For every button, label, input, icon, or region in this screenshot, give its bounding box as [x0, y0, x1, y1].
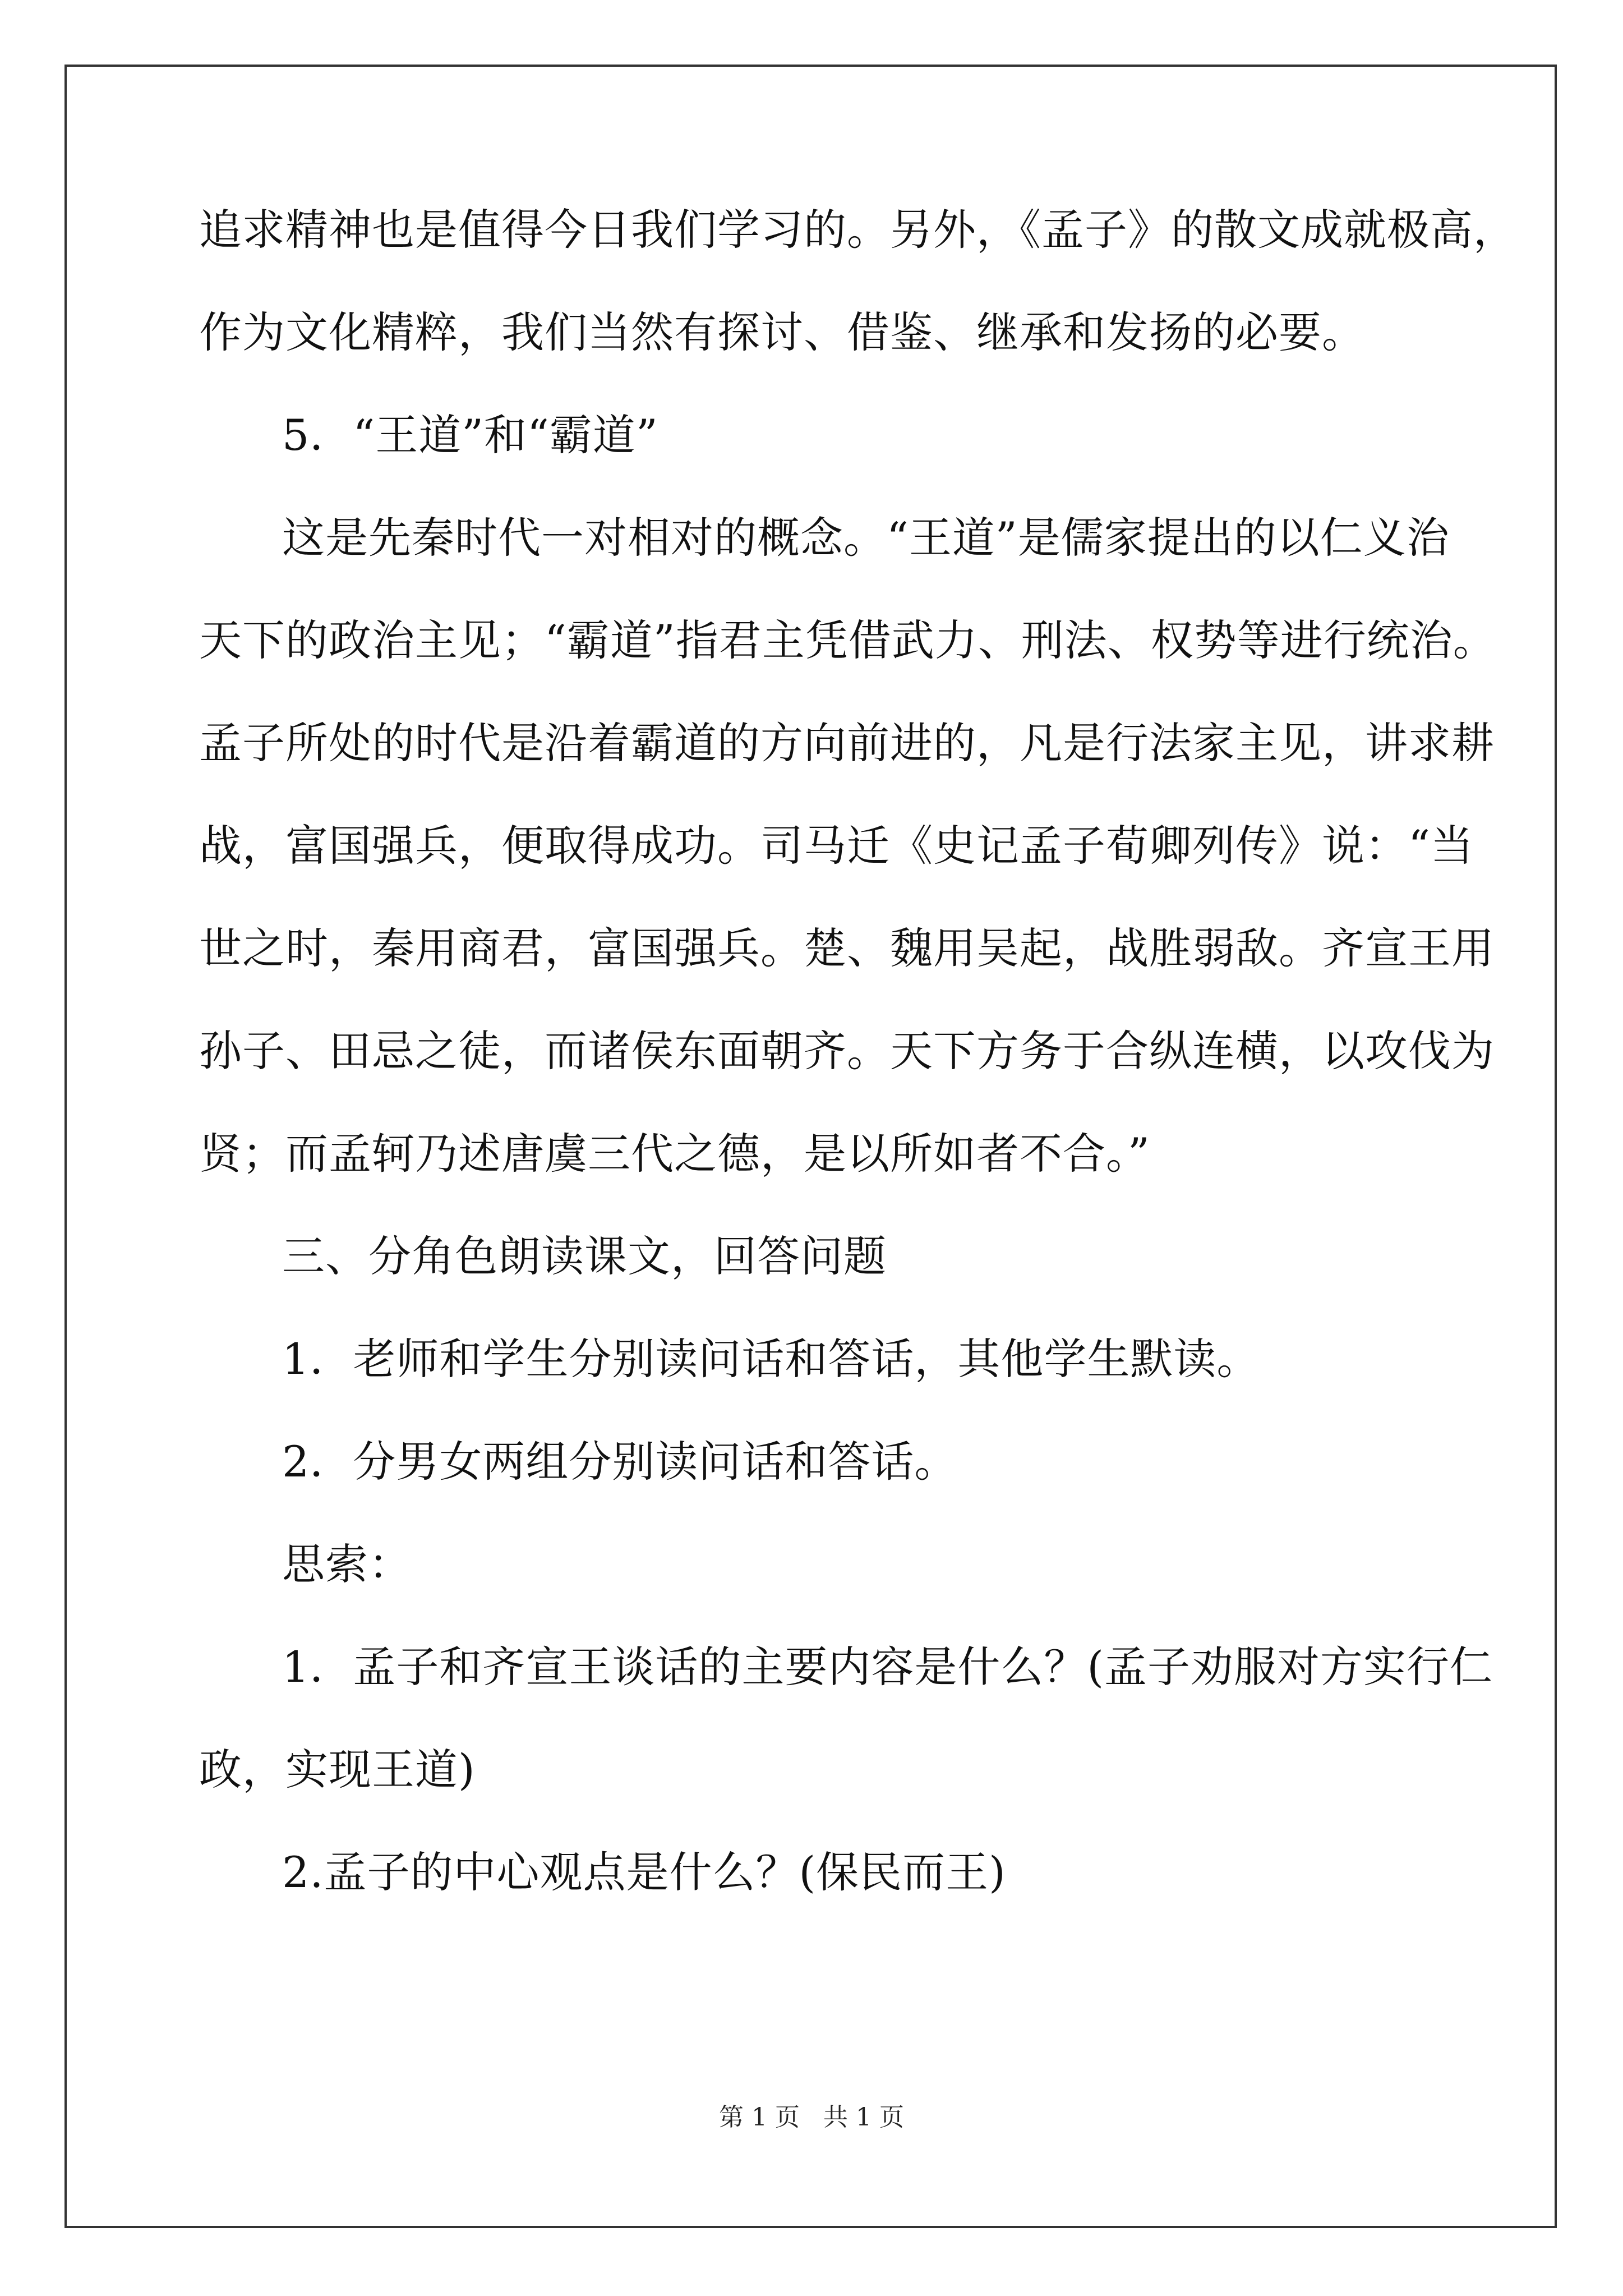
paragraph-line: 贤；而孟轲乃述唐虞三代之德，是以所如者不合。”: [199, 1129, 1150, 1179]
paragraph-line: 世之时，秦用商君，富国强兵。楚、魏用吴起，战胜弱敌。齐宣王用: [199, 923, 1495, 973]
paragraph-line: 2．分男女两组分别读问话和答话。: [282, 1437, 958, 1487]
document-body: [199, 202, 1516, 1947]
page-total: 共 1 页: [823, 2103, 904, 2132]
paragraph-line: 三、分角色朗读课文，回答问题: [282, 1231, 887, 1281]
page-number: 第 1 页: [719, 2103, 800, 2132]
paragraph-line: 战，富国强兵，便取得成功。司马迁《史记孟子荀卿列传》说：“当: [199, 821, 1474, 871]
paragraph-line: 孟子所处的时代是沿着霸道的方向前进的，凡是行法家主见，讲求耕: [199, 718, 1495, 768]
paragraph-line: 孙子、田忌之徒，而诸侯东面朝齐。天下方务于合纵连横，以攻伐为: [199, 1026, 1495, 1076]
paragraph-line: 5．“王道”和“霸道”: [282, 410, 658, 460]
paragraph-line: 作为文化精粹，我们当然有探讨、借鉴、继承和发扬的必要。: [199, 307, 1365, 357]
paragraph-line: 追求精神也是值得今日我们学习的。另外，《孟子》的散文成就极高，: [199, 205, 1516, 255]
paragraph-line: 1．老师和学生分别读问话和答话，其他学生默读。: [282, 1334, 1260, 1384]
paragraph-line: 政，实现王道): [199, 1745, 476, 1795]
paragraph-line: 这是先秦时代一对相对的概念。“王道”是儒家提出的以仁义治: [282, 513, 1450, 563]
paragraph-line: 2.孟子的中心观点是什么？(保民而王): [282, 1847, 1006, 1897]
paragraph-line: 天下的政治主见；“霸道”指君主凭借武力、刑法、权势等进行统治。: [199, 615, 1496, 665]
page-footer: [0, 2101, 1623, 2134]
paragraph-line: 1．孟子和齐宣王谈话的主要内容是什么？(孟子劝服对方实行仁: [282, 1642, 1493, 1692]
paragraph-line: 思索：: [282, 1539, 412, 1589]
